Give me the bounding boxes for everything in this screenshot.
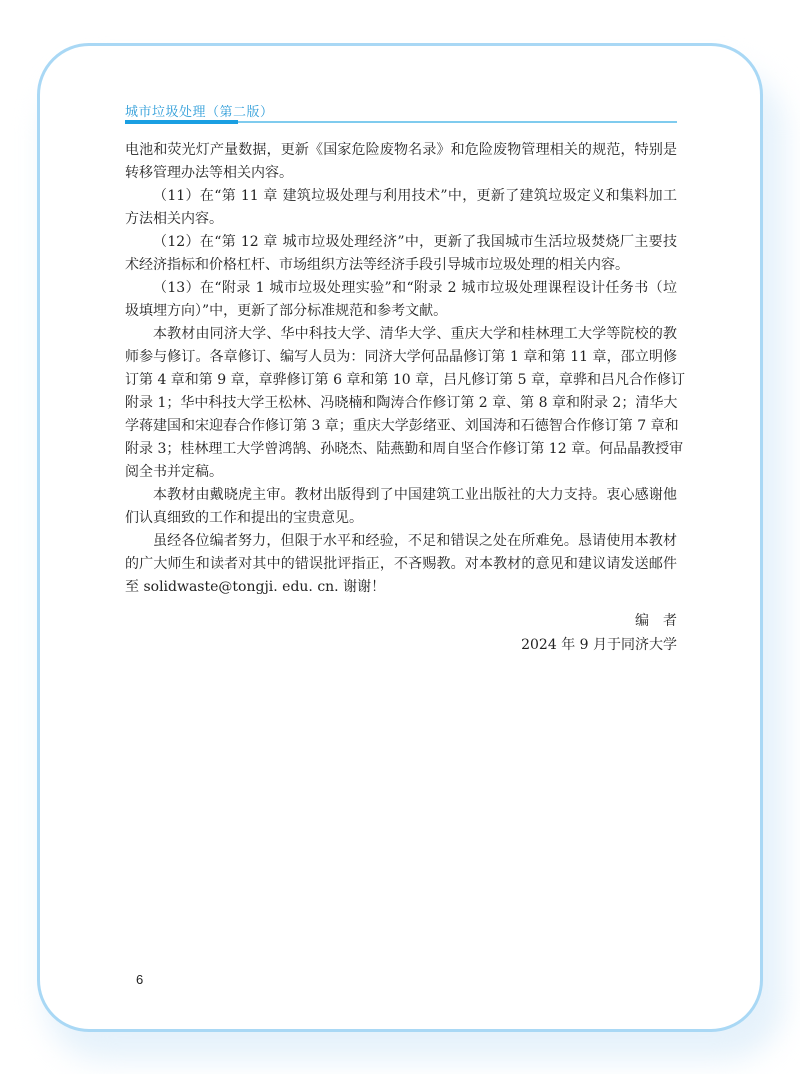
text-line: 师参与修订。各章修订、编写人员为：同济大学何品晶修订第 1 章和第 11 章，邵立明修 [125, 349, 677, 365]
text-line: 电池和荧光灯产量数据，更新《国家危险废物名录》和危险废物管理相关的规范，特别是 [125, 142, 677, 158]
text-line: 术经济指标和价格杠杆、市场组织方法等经济手段引导城市垃圾处理的相关内容。 [125, 257, 629, 273]
paragraph [125, 277, 677, 323]
text-line: （13）在“附录 1 城市垃圾处理实验”和“附录 2 城市垃圾处理课程设计任务书（垃 [153, 280, 677, 296]
text-line: 订第 4 章和第 9 章，章骅修订第 6 章和第 10 章，吕凡修订第 5 章，章骅和吕凡合作修订 [125, 372, 685, 388]
paragraph [125, 231, 677, 277]
text-line: 的广大师生和读者对其中的错误批评指正，不吝赐教。对本教材的意见和建议请发送邮件 [125, 556, 677, 572]
paragraph [125, 185, 677, 231]
text-line: 附录 3；桂林理工大学曾鸿鹄、孙晓杰、陆燕勤和周自坚合作修订第 12 章。何品晶教授审 [125, 441, 684, 457]
book-title: 城市垃圾处理（第二版） [125, 105, 274, 120]
text-line: 虽经各位编者努力，但限于水平和经验，不足和错误之处在所难免。恳请使用本教材 [153, 533, 677, 549]
running-header [125, 101, 677, 125]
text-line: 阅全书并定稿。 [125, 464, 223, 480]
text-line: （12）在“第 12 章 城市垃圾处理经济”中，更新了我国城市生活垃圾焚烧厂主要技 [153, 234, 677, 250]
text-line: 方法相关内容。 [125, 211, 223, 227]
paragraph [125, 530, 677, 599]
text-line: 本教材由戴晓虎主审。教材出版得到了中国建筑工业出版社的大力支持。衷心感谢他 [153, 487, 677, 503]
text-line: 学蒋建国和宋迎春合作修订第 3 章；重庆大学彭绪亚、刘国涛和石德智合作修订第 7 章和 [125, 418, 679, 434]
page-number: 6 [136, 972, 144, 987]
paragraph [125, 484, 677, 530]
text-line: 附录 1；华中科技大学王松林、冯晓楠和陶涛合作修订第 2 章、第 8 章和附录 2；清华大 [125, 395, 678, 411]
paragraph [125, 139, 677, 185]
text-line: 们认真细致的工作和提出的宝贵意见。 [125, 510, 363, 526]
text-line: 圾填埋方向）”中，更新了部分标准规范和参考文献。 [125, 303, 448, 319]
signature-date: 2024 年 9 月于同济大学 [521, 637, 677, 653]
text-line: 至 solidwaste@tongji. edu. cn. 谢谢！ [125, 579, 386, 595]
paragraph [125, 323, 685, 484]
text-line: 转移管理办法等相关内容。 [125, 165, 293, 181]
signature-author: 编 者 [635, 613, 677, 629]
header-rule-accent [125, 120, 238, 124]
text-line: （11）在“第 11 章 建筑垃圾处理与利用技术”中，更新了建筑垃圾定义和集料加工 [153, 188, 677, 204]
body-text [125, 139, 685, 599]
text-line: 本教材由同济大学、华中科技大学、清华大学、重庆大学和桂林理工大学等院校的教 [153, 326, 677, 342]
